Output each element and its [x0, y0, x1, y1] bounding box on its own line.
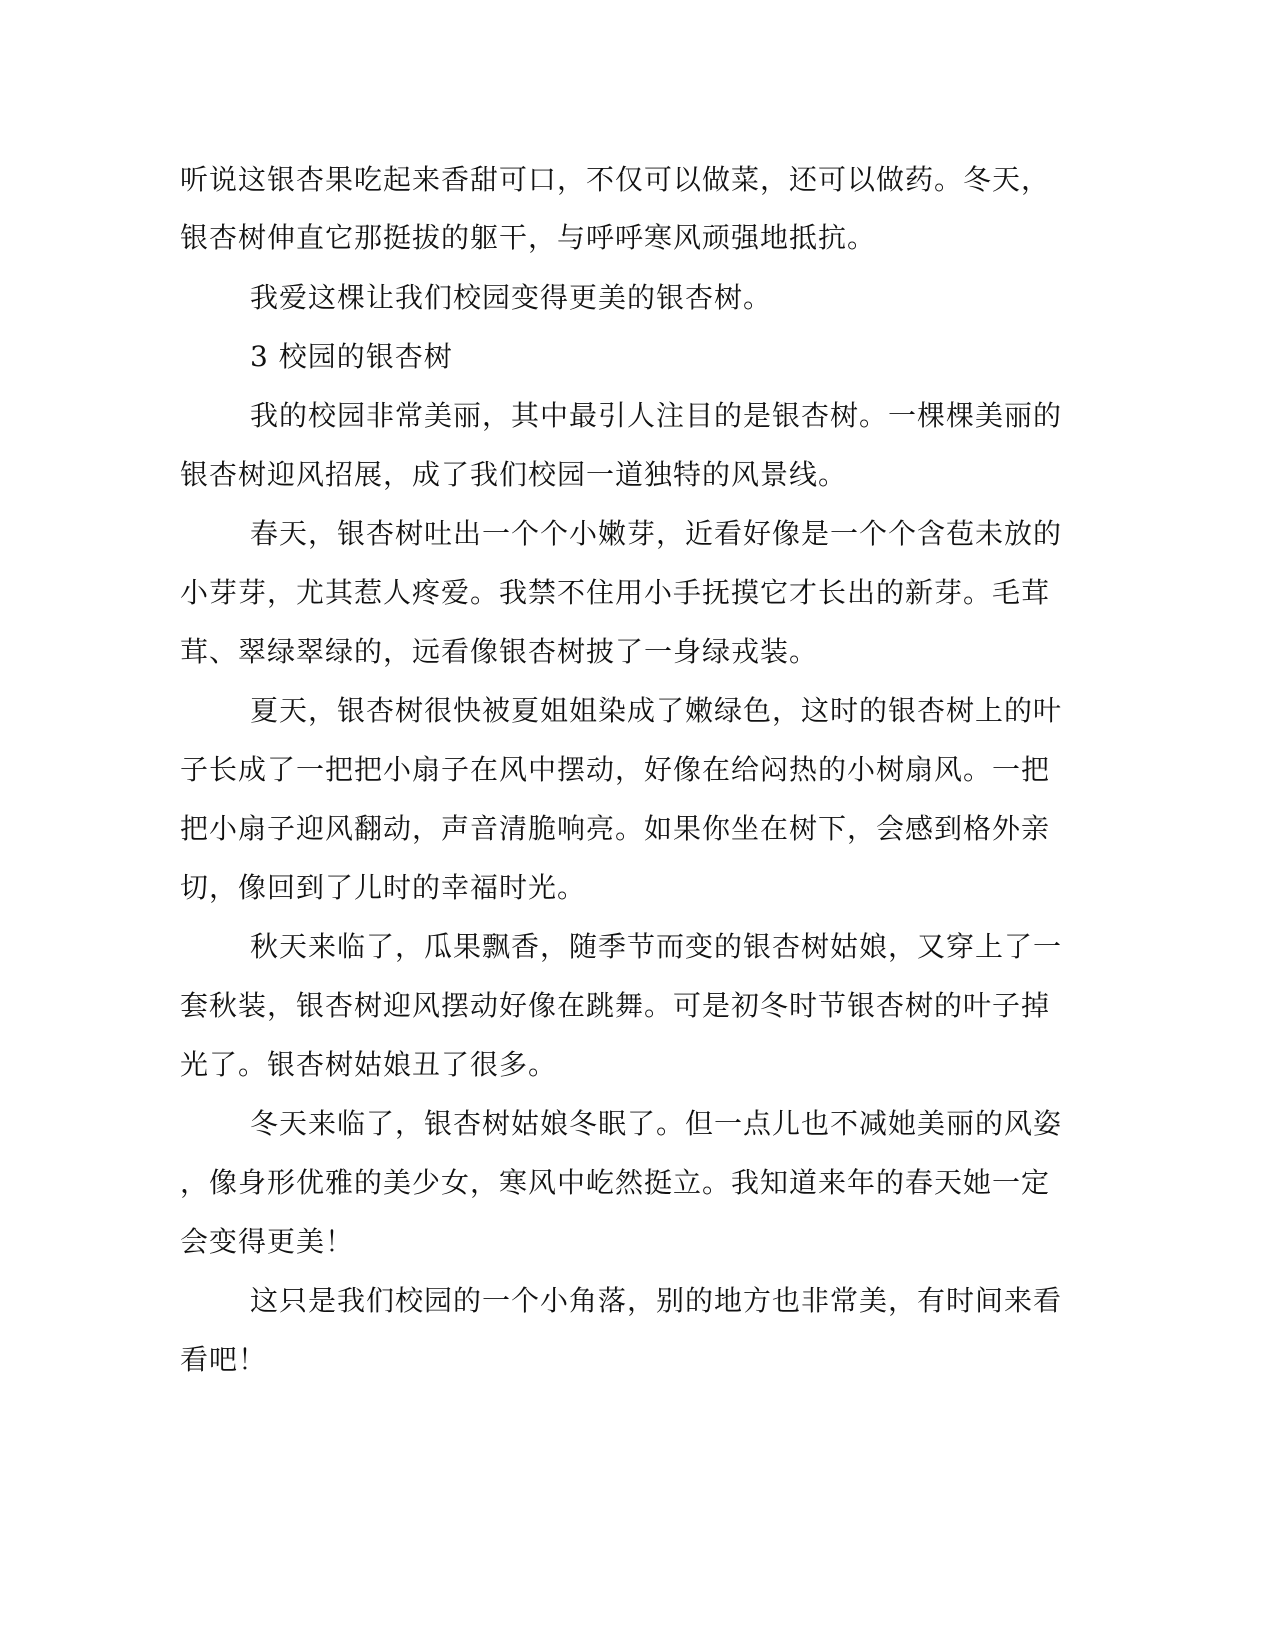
paragraph-first-line: 春天，银杏树吐出一个个小嫩芽，近看好像是一个个含苞未放的 [250, 517, 1063, 550]
paragraph-first-line: 我的校园非常美丽，其中最引人注目的是银杏树。一棵棵美丽的 [250, 399, 1063, 432]
paragraph-first-line: 我爱这棵让我们校园变得更美的银杏树。 [250, 281, 773, 314]
text-line: 银杏树伸直它那挺拔的躯干，与呼呼寒风顽强地抵抗。 [180, 221, 877, 254]
text-line: 银杏树迎风招展，成了我们校园一道独特的风景线。 [180, 458, 848, 491]
text-line: 套秋装，银杏树迎风摆动好像在跳舞。可是初冬时节银杏树的叶子掉 [180, 989, 1051, 1022]
text-line: 光了。银杏树姑娘丑了很多。 [180, 1048, 558, 1081]
paragraph-first-line: 这只是我们校园的一个小角落，别的地方也非常美，有时间来看 [250, 1284, 1063, 1317]
paragraph-first-line: 秋天来临了，瓜果飘香，随季节而变的银杏树姑娘，又穿上了一 [250, 930, 1063, 963]
text-line: 把小扇子迎风翻动，声音清脆响亮。如果你坐在树下，会感到格外亲 [180, 812, 1051, 845]
text-line: 茸、翠绿翠绿的，远看像银杏树披了一身绿戎装。 [180, 635, 819, 668]
text-line: 小芽芽，尤其惹人疼爱。我禁不住用小手抚摸它才长出的新芽。毛茸 [180, 576, 1051, 609]
text-line: 子长成了一把把小扇子在风中摆动，好像在给闷热的小树扇风。一把 [180, 753, 1051, 786]
text-line: 会变得更美！ [180, 1225, 355, 1258]
text-line: 看吧！ [180, 1343, 268, 1376]
text-line: 听说这银杏果吃起来香甜可口，不仅可以做菜，还可以做药。冬天， [180, 163, 1051, 196]
paragraph-first-line: 夏天，银杏树很快被夏姐姐染成了嫩绿色，这时的银杏树上的叶 [250, 694, 1063, 727]
section-heading: 3 校园的银杏树 [250, 340, 453, 373]
text-line: ，像身形优雅的美少女，寒风中屹然挺立。我知道来年的春天她一定 [180, 1166, 1051, 1199]
paragraph-first-line: 冬天来临了，银杏树姑娘冬眠了。但一点儿也不减她美丽的风姿 [250, 1107, 1063, 1140]
text-line: 切，像回到了儿时的幸福时光。 [180, 871, 587, 904]
